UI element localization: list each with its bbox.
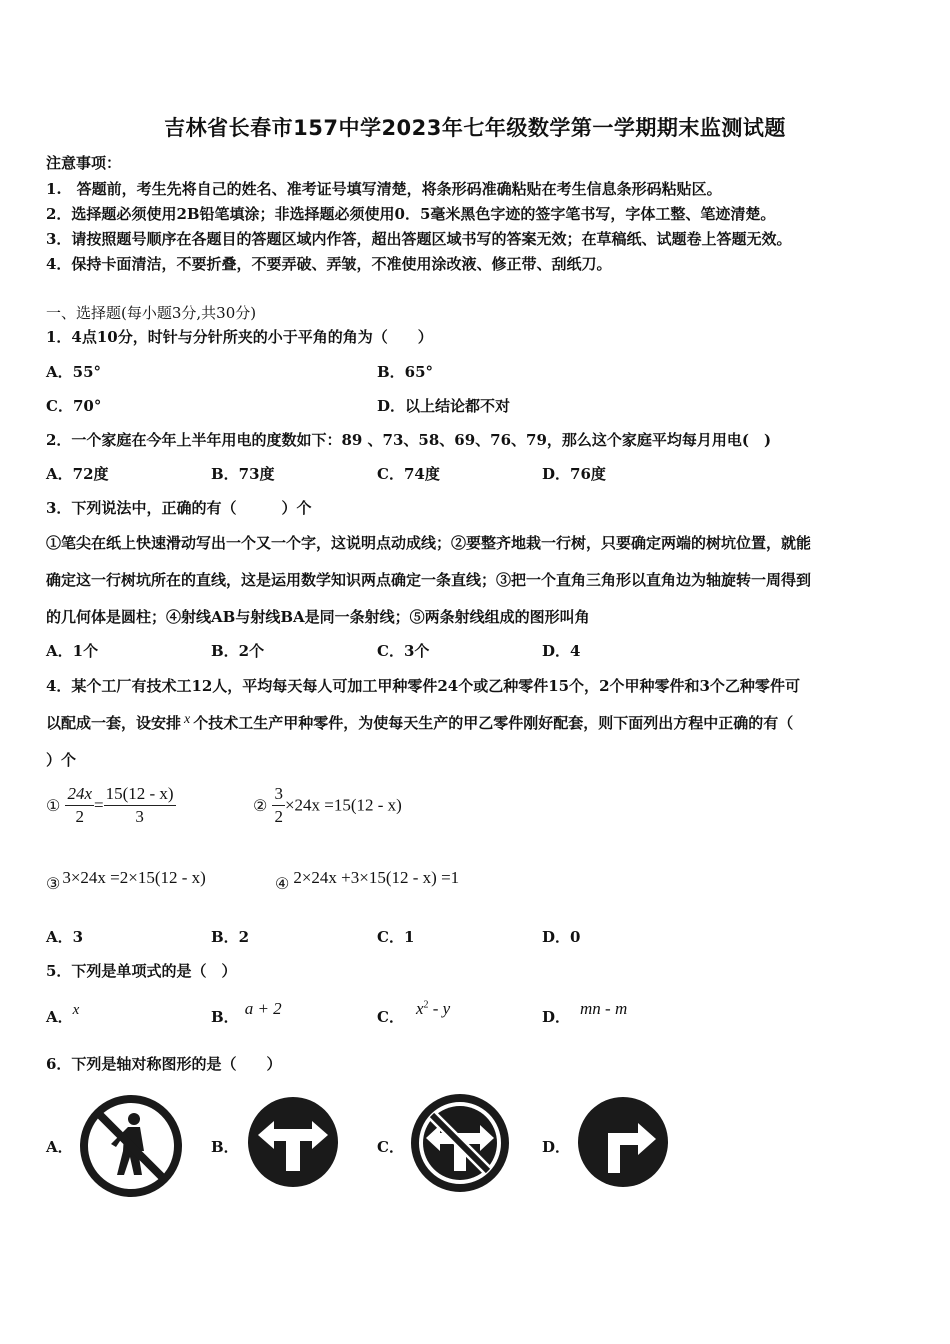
q6-option-a-label: A．	[46, 1138, 73, 1156]
q1-option-c: C．70°	[46, 397, 102, 415]
eq1-marker: ①	[46, 796, 61, 815]
q4-equation-4	[275, 868, 460, 893]
q5-option-c-rest: - y	[428, 999, 451, 1018]
question-5-stem: 5．下列是单项式的是（ ）	[46, 962, 237, 980]
q6-option-d-label: D．	[542, 1138, 571, 1156]
question-6-stem: 6．下列是轴对称图形的是（ ）	[46, 1055, 282, 1073]
eq2-numerator: 3	[272, 784, 285, 806]
notice-item-4: 4．保持卡面清洁，不要折叠，不要弄破、弄皱，不准使用涂改液、修正带、刮纸刀。	[46, 255, 612, 273]
q5-option-c-base: x	[415, 999, 424, 1018]
eq3-expression: 3×24x =2×15(12 - x)	[62, 868, 206, 887]
eq2-fraction	[272, 784, 285, 827]
q4-option-a: A．3	[46, 928, 84, 946]
eq2-denominator: 2	[274, 807, 283, 826]
no-pedestrian-sign-icon	[80, 1095, 182, 1197]
q3-option-a: A．1个	[46, 642, 99, 660]
q3-option-d: D．4	[542, 642, 581, 660]
eq1-left-numerator: 24x	[65, 784, 94, 806]
question-4-line-3: ）个	[46, 751, 77, 769]
q5-option-d	[542, 998, 628, 1026]
q3-option-c: C．3个	[377, 642, 430, 660]
q5-option-a-expression: x	[72, 1002, 80, 1018]
question-1-stem: 1．4点10分，时针与分针所夹的小于平角的角为（ ）	[46, 328, 433, 346]
q3-statement-line-3: 的几何体是圆柱；④射线AB与射线BA是同一条射线；⑤两条射线组成的图形叫角	[46, 608, 590, 626]
q2-option-b: B．73度	[211, 465, 275, 483]
no-left-or-right-turn-sign-icon	[410, 1093, 510, 1193]
turn-right-sign-icon	[576, 1095, 670, 1189]
q2-option-d: D．76度	[542, 465, 606, 483]
eq1-left-denominator: 2	[75, 807, 84, 826]
q5-option-c	[377, 998, 451, 1026]
q1-option-a: A．55°	[46, 363, 102, 381]
q3-option-b: B．2个	[211, 642, 265, 660]
page-title: 吉林省长春市157中学2023年七年级数学第一学期期末监测试题	[164, 116, 786, 140]
q2-option-a: A．72度	[46, 465, 109, 483]
q4-option-c: C．1	[377, 928, 415, 946]
q4-option-b: B．2	[211, 928, 250, 946]
turn-left-or-right-sign-icon	[246, 1095, 340, 1189]
q4-variable-x: x	[184, 712, 191, 727]
notice-item-1: 1. 答题前，考生先将自己的姓名、准考证号填写清楚，将条形码准确粘贴在考生信息条形码粘贴区。	[46, 180, 722, 198]
eq2-rest: ×24x =15(12 - x)	[284, 795, 402, 815]
q5-option-c-exponent: 2	[423, 999, 429, 1011]
question-3-stem: 3．下列说法中，正确的有（ ）个	[46, 499, 312, 517]
notice-item-3: 3．请按照题号顺序在各题目的答题区域内作答，超出答题区域书写的答案无效；在草稿纸、试题卷上答题无效。	[46, 230, 792, 248]
q5-option-a-label: A．	[46, 1008, 73, 1026]
question-2-stem: 2．一个家庭在今年上半年用电的度数如下：89 、73、58、69、76、79，那么这个家庭平均每月用电( )	[46, 431, 772, 449]
q4-equation-2	[253, 784, 402, 827]
notice-heading: 注意事项：	[46, 154, 122, 172]
q6-option-c-label: C．	[377, 1138, 404, 1156]
q4-equation-3	[46, 868, 206, 893]
eq3-marker: ③	[46, 874, 61, 893]
eq1-right-denominator: 3	[135, 807, 144, 826]
section-heading: 一、选择题(每小题3分,共30分)	[46, 304, 257, 322]
q2-option-c: C．74度	[377, 465, 440, 483]
question-4-line-1: 4．某个工厂有技术工12人，平均每天每人可加工甲种零件24个或乙种零件15个，2个甲种零件和3个乙种零件可	[46, 677, 800, 695]
q4-equation-1	[46, 784, 176, 827]
q5-option-c-label: C．	[377, 1008, 404, 1026]
q4-line-2-end: 个技术工生产甲种零件，为使每天生产的甲乙零件刚好配套，则下面列出方程中正确的有（	[193, 714, 794, 732]
q1-option-d: D．以上结论都不对	[377, 397, 511, 415]
eq1-equals: =	[93, 795, 104, 815]
q1-option-b: B．65°	[377, 363, 434, 381]
q3-statement-line-1: ①笔尖在纸上快速滑动写出一个又一个字，这说明点动成线；②要整齐地栽一行树，只要确定两端的树坑位置，就能	[46, 534, 812, 552]
eq2-marker: ②	[253, 796, 268, 815]
question-4-line-2	[46, 712, 793, 733]
eq1-right-numerator: 15(12 - x)	[104, 784, 176, 806]
q5-option-d-expression: mn - m	[580, 999, 628, 1018]
q5-option-b-expression: a + 2	[244, 999, 282, 1018]
q6-option-b-label: B．	[211, 1138, 239, 1156]
eq1-left-fraction	[65, 784, 94, 827]
q4-line-2-start: 以配成一套，设安排	[46, 714, 182, 732]
q5-option-d-label: D．	[542, 1008, 571, 1026]
eq1-right-fraction	[104, 784, 176, 827]
q3-statement-line-2: 确定这一行树坑所在的直线，这是运用数学知识两点确定一条直线；③把一个直角三角形以直角边为轴旋转一周得到	[46, 571, 812, 589]
eq4-expression: 2×24x +3×15(12 - x) =1	[293, 868, 460, 887]
q5-option-b	[211, 998, 282, 1026]
eq4-marker: ④	[275, 874, 290, 893]
notice-item-2: 2．选择题必须使用2B铅笔填涂；非选择题必须使用0．5毫米黑色字迹的签字笔书写，字体工整、笔迹清楚。	[46, 205, 776, 223]
q4-option-d: D．0	[542, 928, 581, 946]
q5-option-b-label: B．	[211, 1008, 239, 1026]
q5-option-a	[46, 998, 80, 1026]
